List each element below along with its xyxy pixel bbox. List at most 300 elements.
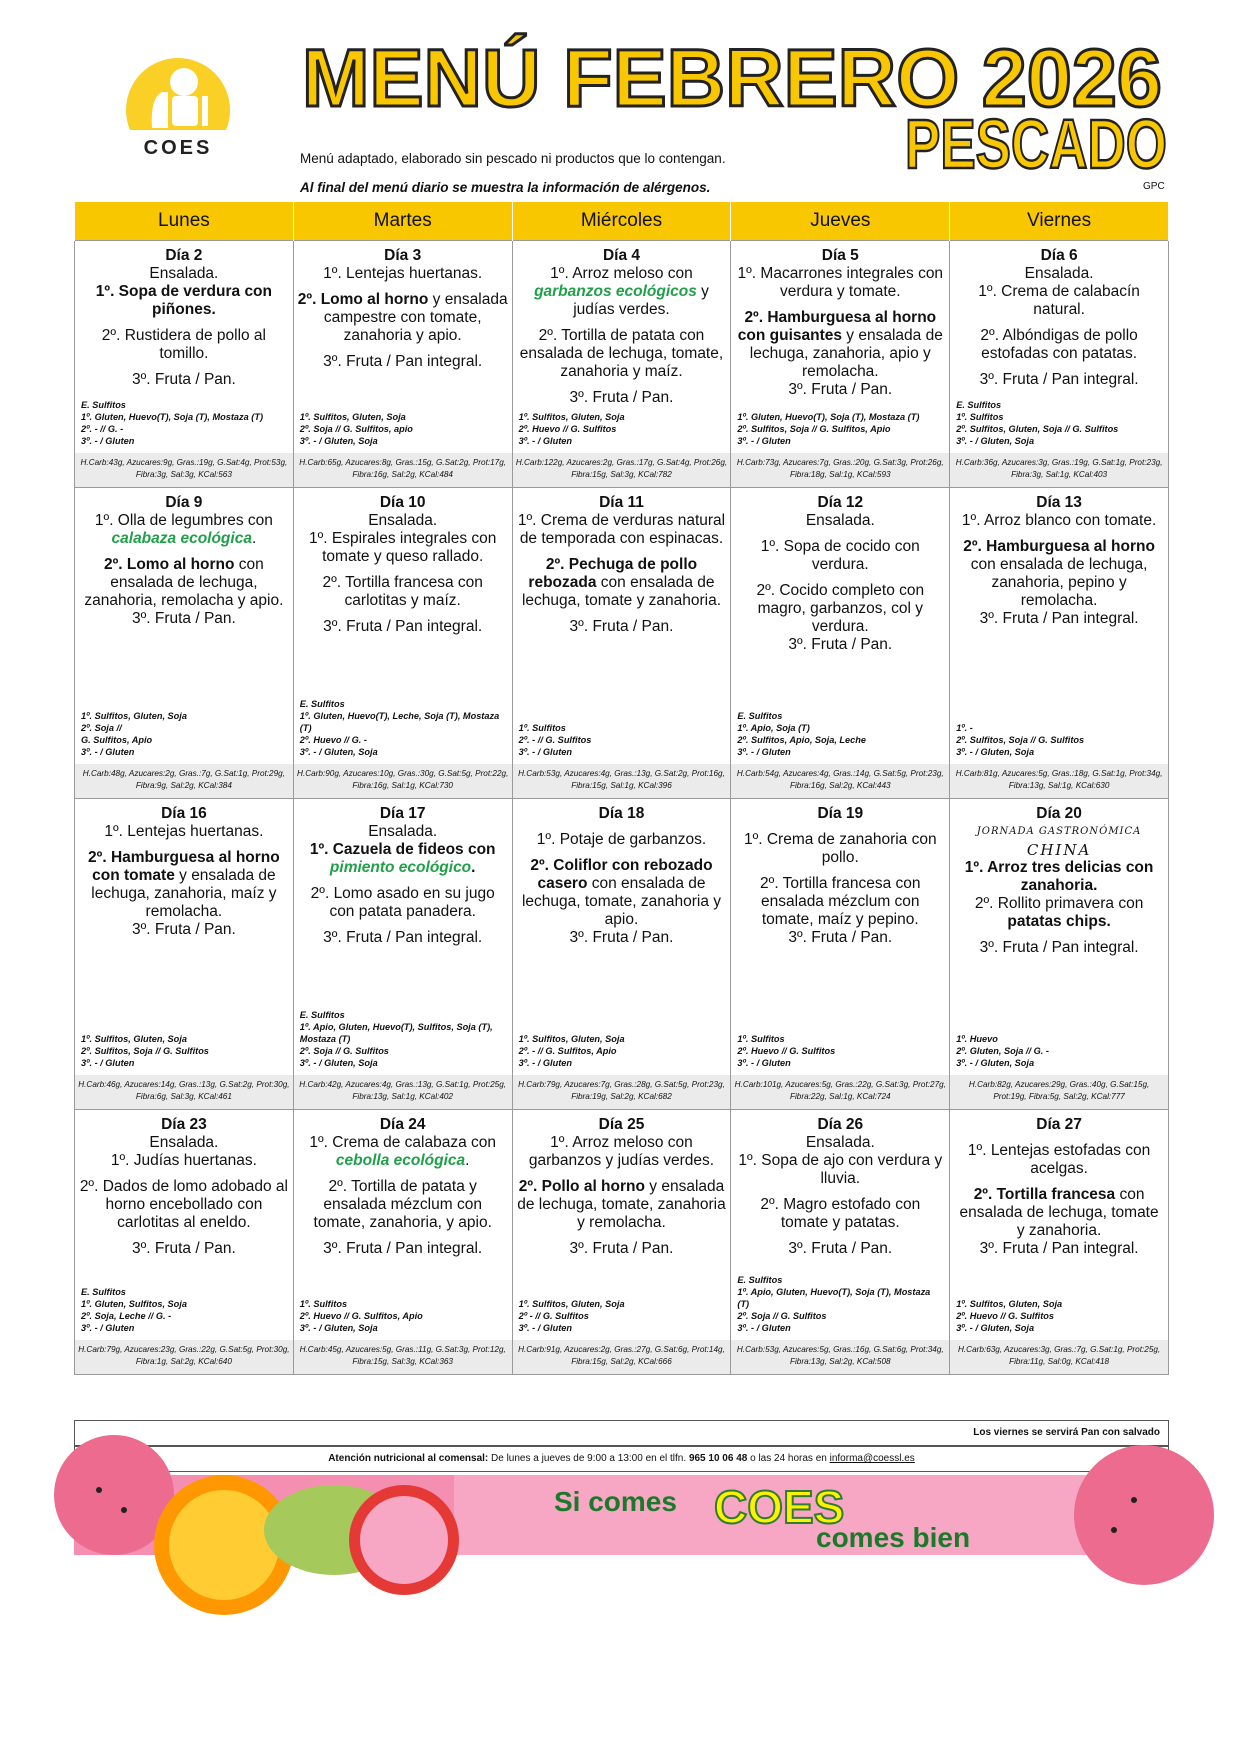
allergen-line: E. Sulfitos [299,1010,345,1020]
weekday-header: Lunes [75,202,294,241]
menu-weeks [75,241,1169,1375]
dish-text: . [251,530,257,547]
allergen-line: 1º. Sulfitos [299,1299,348,1309]
allergen-line: 3º. - / Gluten [737,436,791,446]
dish-line: 3º. Fruta / Pan integral. [323,929,483,946]
day-number: Día 12 [817,494,864,511]
dish-text: 1º. Olla de legumbres con [94,512,273,529]
day-cell [512,488,731,799]
dish-text: y ensalada de lechuga, zanahoria, maíz y remolacha. [91,867,277,920]
day-cell [950,241,1169,488]
weekday-header: Jueves [731,202,950,241]
allergen-line: 2º. Sulfitos, Soja // G. Sulfitos [81,1046,209,1056]
allergen-line: 1º. Gluten, Sulfitos, Soja [81,1299,187,1309]
allergen-line: 1º. Gluten, Huevo(T), Leche, Soja (T), Mostaza (T) [299,711,500,733]
allergen-line: 1º. Sulfitos, Gluten, Soja [518,412,625,422]
nutrition-info: H.Carb:46g, Azucares:14g, Gras.:13g, G.Sat:2g, Prot:30g, Fibra:6g, Sal:3g, KCal:461 [75,1075,293,1109]
day-cell [512,1110,731,1375]
allergen-line: G. Sulfitos, Apio [81,735,153,745]
dish-line: Ensalada. [368,823,438,840]
day-cell [293,241,512,488]
day-menu [294,488,512,698]
allergen-info [513,1298,731,1340]
dish-line: 1º. Arroz blanco con tomate. [961,512,1157,529]
allergen-line: 1º. Apio, Gluten, Huevo(T), Sulfitos, Soja (T), Mostaza (T) [299,1022,493,1044]
allergen-info [731,411,949,453]
contact-label: Atención nutricional al comensal: [328,1453,489,1464]
eco-ingredient: garbanzos ecológicos [534,283,697,300]
nutrition-info: H.Carb:91g, Azucares:2g, Gras.:27g, G.Sat:6g, Prot:14g, Fibra:15g, Sal:2g, KCal:666 [513,1340,731,1374]
day-number: Día 20 [1036,805,1082,822]
day-menu [950,799,1168,1033]
allergen-info [294,1009,512,1075]
allergen-line: 1º. Sulfitos, Gluten, Soja [956,1299,1063,1309]
dish-line: 2º. Magro estofado con tomate y patatas. [760,1196,921,1231]
coes-logo [122,58,234,170]
dish-line: 3º. Fruta / Pan. [131,1240,236,1257]
friday-bread-note-text: Los viernes se servirá Pan con salvado [973,1427,1160,1438]
allergen-info [75,399,293,453]
day-cell [950,1110,1169,1375]
weekday-header: Martes [293,202,512,241]
allergen-info [294,1298,512,1340]
dish-line: 3º. Fruta / Pan. [569,618,674,635]
dish-line: Ensalada. [149,265,219,282]
dish-line: 3º. Fruta / Pan integral. [323,618,483,635]
dish-line [517,857,727,929]
dish-text: 2º. Hamburguesa al horno con guisantes [737,309,937,344]
allergen-line: E. Sulfitos [81,400,126,410]
dish-line [79,849,289,921]
dish-text: 2º. Hamburguesa al horno con tomate [88,849,280,884]
nutrition-info: H.Carb:48g, Azucares:2g, Gras.:7g, G.Sat:1g, Prot:29g, Fibra:9g, Sal:2g, KCal:384 [75,764,293,798]
nutrition-info: H.Carb:54g, Azucares:4g, Gras.:14g, G.Sat:5g, Prot:23g, Fibra:16g, Sal:2g, KCal:443 [731,764,949,798]
dish-line: 2º. Lomo asado en su jugo con patata panadera. [310,885,495,920]
dish-line [954,1186,1164,1240]
allergen-line: 3º. - / Gluten, Soja [956,436,1035,446]
allergen-line: 1º. Apio, Soja (T) [737,723,810,733]
menu-table [74,202,1169,1375]
dish-line [517,1178,727,1232]
allergen-line: 1º. Gluten, Huevo(T), Soja (T), Mostaza (T) [737,412,920,422]
day-cell [731,241,950,488]
allergen-info [950,722,1168,764]
day-number: Día 2 [165,247,203,264]
dish-text: 2º. Rollito primavera con [974,895,1144,912]
dish-line [517,556,727,610]
dish-line: 2º. Tortilla de patata y ensalada mézclum con tomate, zanahoria, y apio. [313,1178,492,1231]
nutrition-info: H.Carb:90g, Azucares:10g, Gras.:30g, G.Sat:5g, Prot:22g, Fibra:16g, Sal:1g, KCal:730 [294,764,512,798]
day-number: Día 23 [161,1116,207,1133]
day-menu [950,488,1168,722]
week-row [75,799,1169,1110]
eco-ingredient: cebolla ecológica [335,1152,466,1169]
menu-title-text: MENÚ FEBRERO 2026 [302,33,1162,124]
dish-line: 1º. Arroz meloso con garbanzos y judías verdes. [528,1134,715,1169]
dish-line: 3º. Fruta / Pan. [788,929,893,946]
day-cell [293,488,512,799]
day-menu [513,799,731,1033]
day-cell [731,488,950,799]
dish-line [79,512,289,548]
day-menu [75,488,293,710]
dish-line: 1º. Sopa de ajo con verdura y lluvia. [738,1152,943,1187]
nutrition-info: H.Carb:43g, Azucares:9g, Gras.:19g, G.Sat:4g, Prot:53g, Fibra:3g, Sal:3g, KCal:563 [75,453,293,487]
dish-line [298,1134,508,1170]
day-menu [731,488,949,710]
dish-line: 2º. Albóndigas de pollo estofadas con patatas. [980,327,1138,362]
allergen-line: 3º. - / Gluten [81,436,135,446]
dish-line: 1º. Macarrones integrales con verdura y tomate. [737,265,944,300]
day-menu [294,799,512,1009]
day-menu [513,241,731,411]
dish-text: 2º. Pechuga de pollo rebozada [528,556,698,591]
allergen-info [950,399,1168,453]
contact-24h: o las 24 horas en [747,1453,830,1464]
allergen-line: 2º. Soja, Leche // G. - [81,1311,172,1321]
day-cell [512,799,731,1110]
dish-line: 3º. Fruta / Pan integral. [979,371,1139,388]
allergen-line: 1º. Sulfitos [737,1034,785,1044]
slogan-left: Si comes [554,1486,677,1517]
contact-email-link[interactable]: informa@coessl.es [829,1453,915,1464]
dish-line: 3º. Fruta / Pan. [131,371,236,388]
allergen-line: 3º. - / Gluten [518,1058,572,1068]
dish-line: 3º. Fruta / Pan integral. [979,610,1139,627]
dish-text: y ensalada campestre con tomate, zanahoria y apio. [323,291,508,344]
dish-line [79,556,289,610]
day-number: Día 25 [598,1116,645,1133]
menu-variant-text: PESCADO [905,105,1167,183]
theme-day-name: CHINA [1026,841,1092,859]
allergen-line: 1º. Sulfitos [518,723,566,733]
dish-line: 1º. Crema de calabacín natural. [978,283,1140,318]
allergen-line: E. Sulfitos [737,1275,783,1285]
dish-line: 3º. Fruta / Pan. [569,389,674,406]
day-menu [75,1110,293,1286]
day-menu [513,488,731,722]
dish-line: Ensalada. [1024,265,1094,282]
dish-line [298,841,508,877]
dish-line: 3º. Fruta / Pan. [569,1240,674,1257]
nutrition-info: H.Carb:79g, Azucares:7g, Gras.:28g, G.Sat:5g, Prot:23g, Fibra:19g, Sal:2g, KCal:682 [513,1075,731,1109]
nutrition-info: H.Carb:36g, Azucares:3g, Gras.:19g, G.Sat:1g, Prot:23g, Fibra:3g, Sal:1g, KCal:403 [950,453,1168,487]
allergen-line: 2º. Huevo // G. Sulfitos, Apio [299,1311,423,1321]
day-number: Día 6 [1040,247,1078,264]
day-cell [512,241,731,488]
dish-line: 1º. Lentejas estofadas con acelgas. [967,1142,1151,1177]
coes-slogan-banner [74,1475,1169,1555]
nutrition-info: H.Carb:82g, Azucares:29g, Gras.:40g, G.Sat:15g, Prot:19g, Fibra:5g, Sal:2g, KCal:777 [950,1075,1168,1109]
day-menu [731,1110,949,1274]
eco-ingredient: pimiento ecológico [329,859,472,876]
day-menu [294,241,512,411]
allergen-line: 2º. Soja // G. Sulfitos, apio [299,424,413,434]
nutrition-info: H.Carb:45g, Azucares:5g, Gras.:11g, G.Sat:3g, Prot:12g, Fibra:15g, Sal:3g, KCal:363 [294,1340,512,1374]
dish-line: 3º. Fruta / Pan. [131,921,236,938]
nutrition-info: H.Carb:122g, Azucares:2g, Gras.:17g, G.Sat:4g, Prot:26g, Fibra:15g, Sal:3g, KCal:782 [513,453,731,487]
dish-text: 2º. Lomo al horno [297,291,429,308]
allergen-info [731,1274,949,1340]
allergen-line: 2º - // G. Sulfitos [518,1311,589,1321]
allergen-line: 2º. Sulfitos, Soja // G. Sulfitos, Apio [737,424,891,434]
day-number: Día 13 [1036,494,1082,511]
day-number: Día 26 [817,1116,864,1133]
dish-text: con ensalada de lechuga, tomate, zanahoria y apio. [521,875,722,928]
allergen-line: 3º. - / Gluten [81,747,135,757]
allergen-line: 3º. - / Gluten [737,1323,791,1333]
allergen-line: 3º. - / Gluten, Soja [956,747,1035,757]
allergen-line: 2º. Sulfitos, Apio, Soja, Leche [737,735,866,745]
allergen-line: 3º. - / Gluten, Soja [956,1323,1035,1333]
allergen-line: 2º. Huevo // G. Sulfitos [956,1311,1054,1321]
allergen-info [513,722,731,764]
allergen-line: 3º. - / Gluten, Soja [299,747,378,757]
allergen-line: 1º. Sulfitos, Gluten, Soja [299,412,406,422]
day-menu [75,799,293,1033]
allergen-line: 2º. - // G. - [81,424,124,434]
allergen-info [294,411,512,453]
dish-line: 3º. Fruta / Pan integral. [323,353,483,370]
allergen-line: 2º. Sulfitos, Soja // G. Sulfitos [956,735,1085,745]
allergen-line: 3º. - / Gluten, Soja [299,1058,378,1068]
allergen-info [75,1286,293,1340]
nutrition-info: H.Carb:65g, Azucares:8g, Gras.:15g, G.Sat:2g, Prot:17g, Fibra:16g, Sal:2g, KCal:484 [294,453,512,487]
day-cell [731,799,950,1110]
dish-line: 2º. Dados de lomo adobado al horno encebollado con carlotitas al eneldo. [79,1178,288,1231]
day-cell [75,488,294,799]
logo-text: COES [143,137,213,159]
day-number: Día 16 [161,805,207,822]
dish-line: 3º. Fruta / Pan. [131,610,236,627]
week-row [75,488,1169,799]
allergen-line: 1º. Sulfitos, Gluten, Soja [518,1034,625,1044]
dish-line: 2º. Rustidera de pollo al tomillo. [101,327,266,362]
allergen-line: 2º. - // G. Sulfitos [518,735,592,745]
friday-bread-note [74,1420,1169,1446]
dish-line [79,283,289,319]
day-number: Día 3 [384,247,422,264]
menu-code: GPC [1143,181,1165,192]
allergen-line: 1º. Sulfitos, Gluten, Soja [81,1034,187,1044]
allergen-line: 2º. Soja // G. Sulfitos [737,1311,827,1321]
nutrition-contact [74,1446,1169,1472]
allergen-line: 3º. - / Gluten [518,747,572,757]
nutrition-info: H.Carb:53g, Azucares:5g, Gras.:16g, G.Sat:6g, Prot:34g, Fibra:13g, Sal:2g, KCal:508 [731,1340,949,1374]
slogan-brand: COES [714,1481,845,1533]
allergen-line: 2º. Soja // [81,723,122,733]
dish-text: 1º. Cazuela de fideos con [309,841,496,858]
week-row [75,1110,1169,1375]
dish-line: 1º. Crema de verduras natural de temporada con espinacas. [517,512,726,547]
allergen-info [950,1033,1168,1075]
dish-line: Ensalada. [805,1134,875,1151]
allergen-info [513,1033,731,1075]
allergen-line: 1º. - [956,723,973,733]
day-cell [75,799,294,1110]
day-number: Día 4 [602,247,641,264]
allergen-line: 1º. Sulfitos, Gluten, Soja [81,711,187,721]
allergen-line: 3º. - / Gluten, Soja [299,436,378,446]
weekday-header-row [75,202,1169,241]
allergen-line: 3º. - / Gluten [518,1323,572,1333]
allergen-line: 3º. - / Gluten [518,436,572,446]
allergen-info [513,411,731,453]
day-menu [731,799,949,1033]
nutrition-info: H.Carb:53g, Azucares:4g, Gras.:13g, G.Sat:2g, Prot:16g, Fibra:15g, Sal:1g, KCal:396 [513,764,731,798]
dish-line: 2º. Tortilla de patata con ensalada de lechuga, tomate, zanahoria y maíz. [519,327,724,380]
allergen-line: 3º. - / Gluten, Soja [299,1323,378,1333]
menu-subtitle-pescado [900,105,1172,183]
dish-line: 1º. Sopa de cocido con verdura. [760,538,920,573]
allergen-line: 3º. - / Gluten, Soja [956,1058,1035,1068]
day-number: Día 17 [379,805,426,822]
slogan-right: comes bien [816,1522,971,1553]
dish-line: 1º. Potaje de garbanzos. [536,831,707,848]
allergen-line: 3º. - / Gluten [81,1058,135,1068]
dish-line: Ensalada. [149,1134,219,1151]
dish-line: Ensalada. [805,512,875,529]
day-number: Día 5 [821,247,859,264]
dish-text: patatas chips. [1007,913,1111,930]
allergen-info [75,1033,293,1075]
dish-line: 1º. Crema de zanahoria con pollo. [743,831,937,866]
day-cell [293,1110,512,1375]
dish-text: con ensalada de lechuga, zanahoria, remolacha y apio. [84,556,284,609]
dish-text: 1º. Crema de calabaza con [309,1134,496,1151]
day-menu [950,241,1168,399]
nutrition-info: H.Carb:63g, Azucares:3g, Gras.:7g, G.Sat:1g, Prot:25g, Fibra:11g, Sal:0g, KCal:418 [950,1340,1168,1374]
allergen-line: 3º. - / Gluten [81,1323,135,1333]
dish-line [517,265,727,319]
allergen-line: 2º. Gluten, Soja // G. - [956,1046,1049,1056]
dish-line [735,309,945,381]
day-number: Día 19 [817,805,864,822]
allergen-line: 1º. Gluten, Huevo(T), Soja (T), Mostaza (T) [81,412,264,422]
theme-day-label: JORNADA GASTRONÓMICA [976,826,1142,837]
dish-text: . [471,859,476,876]
contact-phone[interactable]: 965 10 06 48 [688,1453,748,1464]
menu-description: Menú adaptado, elaborado sin pescado ni productos que lo contengan. [300,151,726,166]
dish-line: 3º. Fruta / Pan. [788,636,893,653]
dish-line: 2º. Tortilla francesa con ensalada mézclum con tomate, maíz y pepino. [760,875,921,928]
nutrition-info: H.Carb:42g, Azucares:4g, Gras.:13g, G.Sat:1g, Prot:25g, Fibra:13g, Sal:1g, KCal:402 [294,1075,512,1109]
dish-line [954,895,1164,931]
dish-line: 1º. Lentejas huertanas. [104,823,264,840]
nutrition-info: H.Carb:73g, Azucares:7g, Gras.:20g, G.Sat:3g, Prot:26g, Fibra:18g, Sal:1g, KCal:593 [731,453,949,487]
dish-text: 2º. Tortilla francesa [973,1186,1116,1203]
allergen-line: 2º. Huevo // G. - [299,735,367,745]
day-menu [513,1110,731,1298]
dish-text: . [465,1152,470,1169]
allergen-line: 2º. Soja // G. Sulfitos [299,1046,389,1056]
weekday-header: Miércoles [512,202,731,241]
dish-line: 2º. Tortilla francesa con carlotitas y maíz. [322,574,483,609]
dish-text: 1º. Arroz meloso con [550,265,693,282]
dish-line: 3º. Fruta / Pan. [569,929,674,946]
dish-line: 1º. Lentejas huertanas. [323,265,483,282]
allergen-info [731,710,949,764]
day-number: Día 27 [1036,1116,1082,1133]
allergen-line: E. Sulfitos [81,1287,126,1297]
dish-line: 1º. Judías huertanas. [110,1152,257,1169]
dish-line: 3º. Fruta / Pan integral. [323,1240,483,1257]
allergen-line: E. Sulfitos [299,699,345,709]
allergen-line: 3º. - / Gluten [737,1058,791,1068]
day-cell [75,1110,294,1375]
day-cell [731,1110,950,1375]
dish-line [954,538,1164,610]
dish-text: y judías verdes. [573,283,709,318]
dish-text: con ensalada de lechuga, zanahoria, pepino y remolacha. [970,556,1148,609]
dish-line: Ensalada. [368,512,438,529]
allergen-line: 3º. - / Gluten [737,747,791,757]
allergen-info [75,710,293,764]
dish-line: 3º. Fruta / Pan integral. [979,939,1139,956]
dish-text: 1º. Arroz tres delicias con zanahoria. [964,859,1154,894]
day-cell [950,799,1169,1110]
day-number: Día 9 [165,494,203,511]
day-number: Día 10 [379,494,426,511]
allergen-line: 1º. Sulfitos, Gluten, Soja [518,1299,625,1309]
allergen-line: 1º. Apio, Gluten, Huevo(T), Soja (T), Mostaza (T) [737,1287,931,1309]
dish-line [298,291,508,345]
allergen-line: 2º. Sulfitos, Gluten, Soja // G. Sulfitos [956,424,1119,434]
allergen-line: 2º. - // G. Sulfitos, Apio [518,1046,617,1056]
allergen-info [731,1033,949,1075]
allergen-info [950,1298,1168,1340]
allergen-line: E. Sulfitos [737,711,783,721]
dish-text: 1º. Sopa de verdura con piñones. [95,283,272,318]
day-menu [950,1110,1168,1298]
day-cell [293,799,512,1110]
dish-text: con ensalada de lechuga, tomate y zanahoria. [521,574,722,609]
allergen-line: 1º. Sulfitos [956,412,1004,422]
dish-line: 3º. Fruta / Pan. [788,1240,893,1257]
dish-text: 2º. Hamburguesa al horno [963,538,1155,555]
allergen-line: 2º. Huevo // G. Sulfitos [518,424,617,434]
dish-line: 3º. Fruta / Pan. [788,381,893,398]
dish-line [954,859,1164,895]
allergen-line: 1º. Huevo [956,1034,998,1044]
weekday-header: Viernes [950,202,1169,241]
nutrition-info: H.Carb:81g, Azucares:5g, Gras.:18g, G.Sat:1g, Prot:34g, Fibra:13g, Sal:1g, KCal:630 [950,764,1168,798]
dish-text: y ensalada de lechuga, zanahoria, apio y remolacha. [749,327,943,380]
day-menu [731,241,949,411]
dish-text: 2º. Lomo al horno [103,556,235,573]
day-cell [75,241,294,488]
dish-line: 1º. Espirales integrales con tomate y queso rallado. [308,530,497,565]
day-menu [294,1110,512,1298]
nutrition-info: H.Carb:101g, Azucares:5g, Gras.:22g, G.Sat:3g, Prot:27g, Fibra:22g, Sal:1g, KCal:724 [731,1075,949,1109]
dish-text: 2º. Pollo al horno [518,1178,645,1195]
dish-text: y ensalada de lechuga, tomate, zanahoria y remolacha. [517,1178,726,1231]
contact-hours: De lunes a jueves de 9:00 a 13:00 en el tlfn. [488,1453,689,1464]
day-menu [75,241,293,399]
allergen-note: Al final del menú diario se muestra la información de alérgenos. [300,180,711,195]
eco-ingredient: calabaza ecológica [111,530,252,547]
allergen-info [294,698,512,764]
dish-text: con ensalada de lechuga, tomate y zanahoria. [959,1186,1159,1239]
nutrition-info: H.Carb:79g, Azucares:23g, Gras.:22g, G.Sat:5g, Prot:30g, Fibra:1g, Sal:2g, KCal:640 [75,1340,293,1374]
allergen-line: E. Sulfitos [956,400,1002,410]
dish-text: 2º. Coliflor con rebozado casero [530,857,713,892]
allergen-line: 2º. Huevo // G. Sulfitos [737,1046,836,1056]
day-number: Día 11 [599,494,644,511]
day-number: Día 18 [598,805,645,822]
dish-line: 3º. Fruta / Pan integral. [979,1240,1139,1257]
day-cell [950,488,1169,799]
